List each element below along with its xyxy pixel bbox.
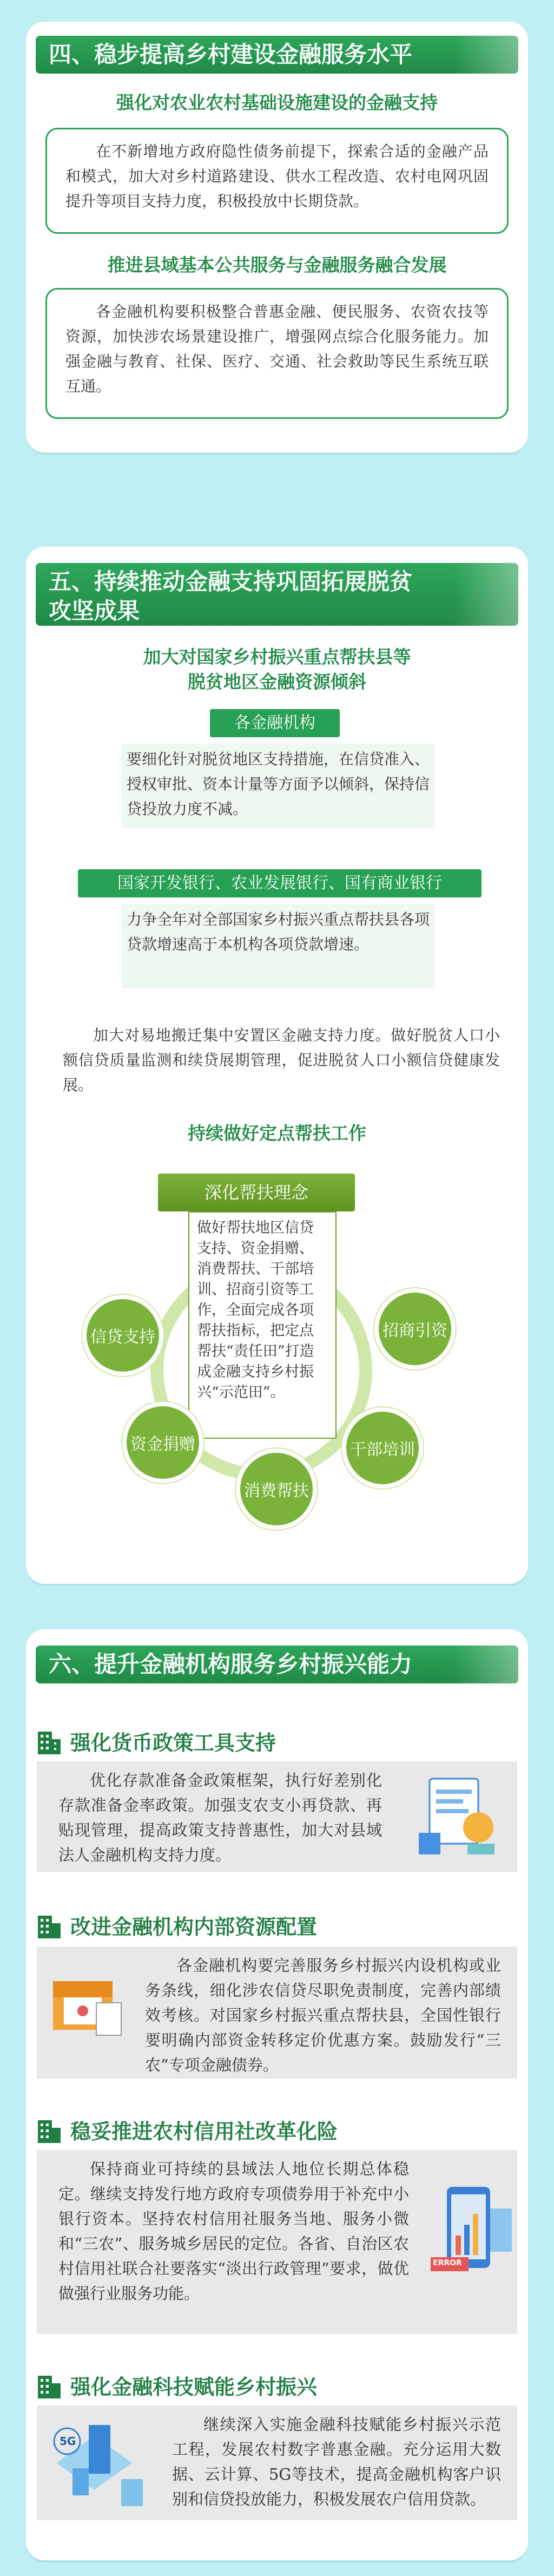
section-4-card: [26, 22, 528, 453]
section-5-title: 五、持续推动金融支持巩固拓展脱贫攻坚成果: [36, 563, 518, 626]
text-all-institutions: 要细化针对脱贫地区支持措施，在信贷准入、授权审批、资本计量等方面予以倾斜，保持信贷投放力度不减。: [121, 744, 435, 828]
sub-heading-1: [37, 1726, 276, 1756]
sub-heading-2: [37, 1910, 317, 1940]
building-icon: [37, 1727, 62, 1754]
pill-all-institutions: 各金融机构: [210, 709, 340, 737]
para-relocation: 加大对易地搬迁集中安置区金融支持力度。做好脱贫人口小额信贷质量监测和续贷展期管理，促进脱贫人口小额信贷健康发展。: [63, 1026, 500, 1094]
illustration-error-label: ERROR: [433, 2259, 462, 2267]
node-investment-attraction: 招商引资: [374, 1288, 456, 1369]
section-5-sub1-line1: 加大对国家乡村振兴重点帮扶县等: [143, 646, 411, 667]
sub-heading-3: [37, 2114, 338, 2145]
para-3-text: 保持商业可持续的县域法人地位长期总体稳定。继续支持发行地方政府专项债券用于补充中小银行资本。坚持农村信用社服务当地、服务小微和“三农”、服务城乡居民的定位。各省、自治区农村信用社联合社要落实“淡出行政管理”要求，做优做强行业服务功能。: [58, 2160, 409, 2303]
building-icon: [37, 1911, 62, 1938]
node-consumption-help: 消费帮扶: [236, 1448, 317, 1530]
illustration-phone-chart: [425, 2176, 517, 2300]
para-2-text: 各金融机构要完善服务乡村振兴内设机构或业务条线，细化涉农信贷尽职免责制度，完善内部绩效考核。对国家乡村振兴重点帮扶县，全国性银行要明确内部资金转移定价优惠方案。鼓励发行“三农”专项金融债券。: [145, 1956, 501, 2074]
building-icon: [37, 2116, 62, 2143]
section-5-sub2: 持续做好定点帮扶工作: [188, 1123, 366, 1144]
node-fund-donation: 资金捐赠: [122, 1402, 203, 1483]
section-6-title: 六、提升金融机构服务乡村振兴能力: [36, 1646, 518, 1683]
pill-policy-banks: 国家开发银行、农业发展银行、国有商业银行: [78, 869, 482, 897]
para-4-text: 继续深入实施金融科技赋能乡村振兴示范工程，发展农村数字普惠金融。充分运用大数据、云计算、5G等技术，提高金融机构客户识别和信贷投放能力，积极发展农户信用贷款。: [172, 2415, 501, 2508]
sub-heading-4-text: 强化金融科技赋能乡村振兴: [70, 2375, 318, 2399]
section-4-title: 四、稳步提高乡村建设金融服务水平: [36, 36, 518, 74]
section-4-box2: 各金融机构要积极整合普惠金融、便民服务、农资农技等资源，加快涉农场景建设推广，增强网点综合化服务能力。加强金融与教育、社保、医疗、交通、社会救助等民生系统互联互通。: [45, 288, 509, 419]
illustration-folder-icon: [42, 1965, 129, 2046]
sub-heading-3-text: 稳妥推进农村信用社改革化险: [70, 2119, 338, 2144]
illustration-document-icon: [408, 1768, 505, 1865]
section-6-card: [26, 1629, 528, 2560]
diagram-top-label: 深化帮扶理念: [158, 1174, 355, 1211]
node-credit-support: 信贷支持: [82, 1295, 163, 1376]
para-1-text: 优化存款准备金政策框架，执行好差别化存款准备金率政策。加强支农支小再贷款、再贴现管理，提高政策支持普惠性，加大对县域法人金融机构支持力度。: [58, 1771, 382, 1864]
section-4-box1: 在不新增地方政府隐性债务前提下，探索合适的金融产品和模式，加大对乡村道路建设、供水工程改造、农村电网巩固提升等项目支持力度，积极投放中长期贷款。: [45, 128, 509, 234]
section-5-sub1-line2: 脱贫地区金融资源倾斜: [188, 671, 366, 692]
illustration-5g-tech: [40, 2403, 154, 2522]
diagram-center-text: 做好帮扶地区信贷支持、资金捐赠、消费帮扶、干部培训、招商引资等工作，全面完成各项帮扶指标，把定点帮扶“责任田”打造成金融支持乡村振兴“示范田”。: [188, 1211, 337, 1439]
sub-heading-4: [37, 2370, 317, 2400]
illustration-5g-label: 5G: [60, 2435, 76, 2448]
section-4-sub1: 强化对农业农村基础设施建设的金融支持: [116, 92, 438, 113]
sub-heading-2-text: 改进金融机构内部资源配置: [70, 1915, 318, 1939]
building-icon: [37, 2371, 62, 2398]
section-4-sub2: 推进县域基本公共服务与金融服务融合发展: [107, 254, 447, 276]
sub-heading-1-text: 强化货币政策工具支持: [70, 1731, 276, 1755]
node-cadre-training: 干部培训: [342, 1407, 423, 1489]
text-policy-banks: 力争全年对全部国家乡村振兴重点帮扶县各项贷款增速高于本机构各项贷款增速。: [121, 904, 435, 988]
